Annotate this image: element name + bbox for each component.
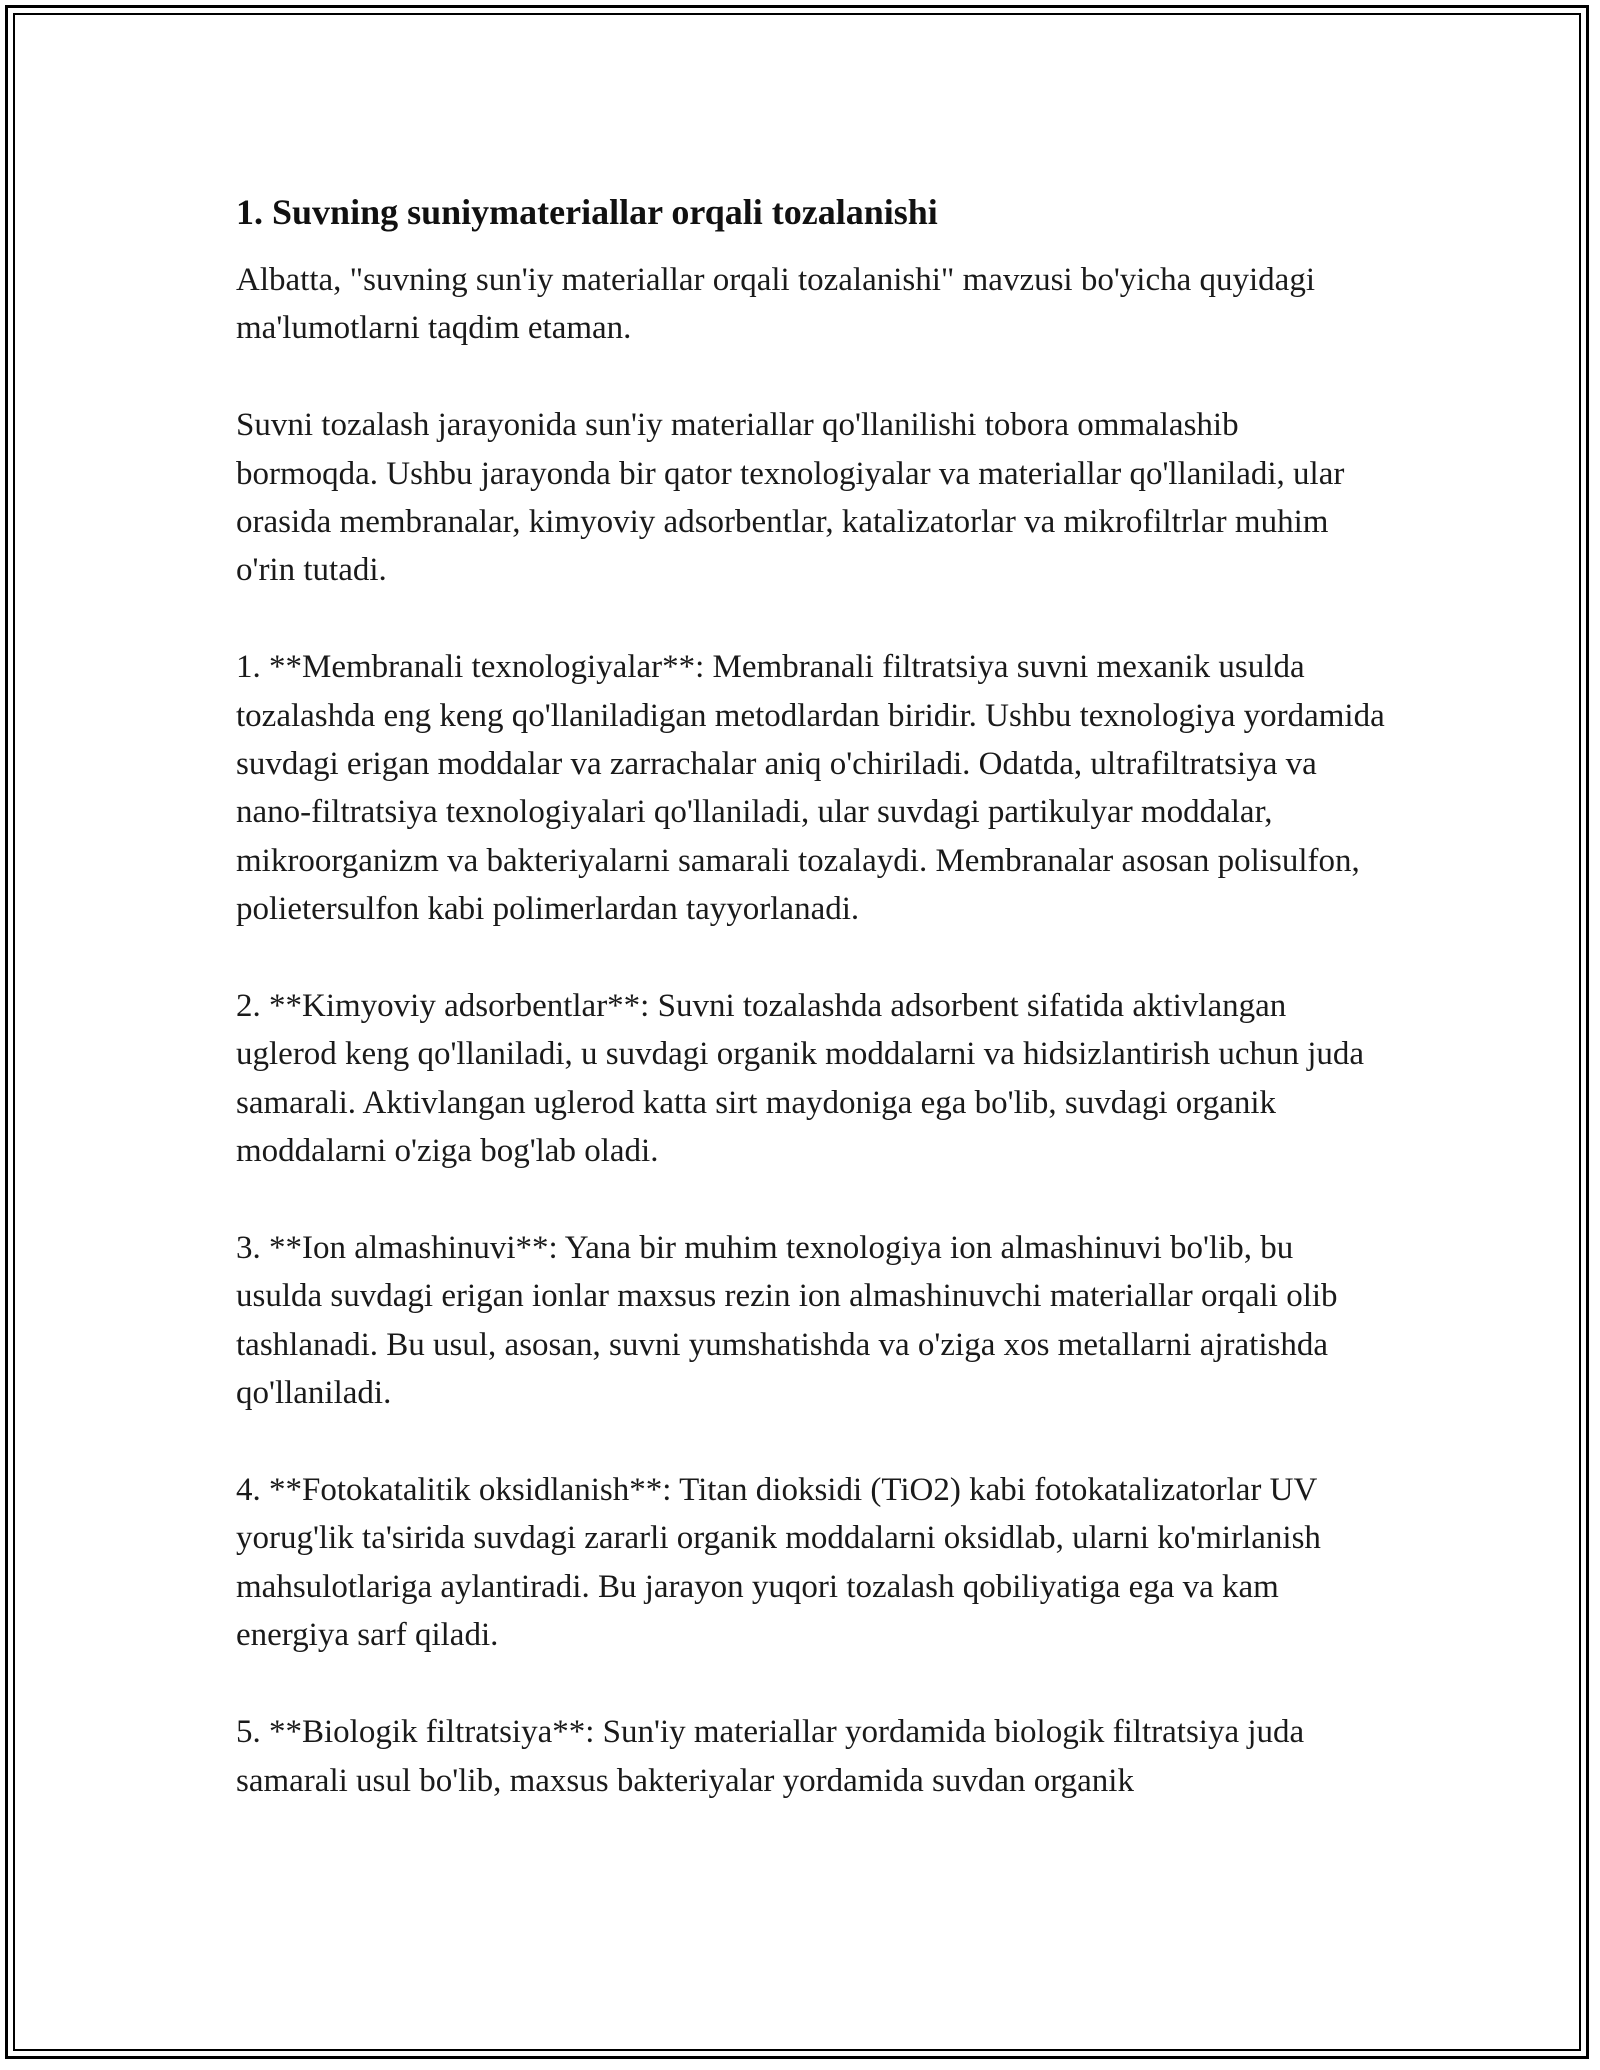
ion-exchange-paragraph: 3. **Ion almashinuvi**: Yana bir muhim texnologiya ion almashinuvi bo'lib, bu usulda suvdagi erigan ionlar maxsus rezin ion almashinuvchi materiallar orqali olib tashlanadi. Bu usul, asosan, suvni yumshatishda va o'ziga xos metallarni ajratishda qo'llaniladi. bbox=[236, 1230, 1338, 1412]
membrane-technologies-paragraph: 1. **Membranali texnologiyalar**: Membranali filtratsiya suvni mexanik usulda tozalashda eng keng qo'llaniladigan metodlardan biridir. Ushbu texnologiya yordamida suvdagi erigan moddalar va zarrachalar aniq o'chiriladi. Odatda, ultrafiltratsiya va nano-filtratsiya texnologiyalari qo'llaniladi, ular suvdagi partikulyar moddalar, mikroorganizm va bakteriyalarni samarali tozalaydi. Membranalar asosan polisulfon, polietersulfon kabi polimerlardan tayyorlanadi. bbox=[236, 649, 1385, 928]
document-title: 1. Suvning suniymateriallar orqali tozalanishi bbox=[236, 192, 938, 232]
chemical-adsorbents-paragraph: 2. **Kimyoviy adsorbentlar**: Suvni tozalashda adsorbent sifatida aktivlangan uglerod keng qo'llaniladi, u suvdagi organik moddalarni va hidsizlantirish uchun juda samarali. Aktivlangan uglerod katta sirt maydoniga ega bo'lib, suvdagi organik moddalarni o'ziga bog'lab oladi. bbox=[236, 988, 1365, 1170]
biological-filtration-paragraph: 5. **Biologik filtratsiya**: Sun'iy materiallar yordamida biologik filtratsiya juda samarali usul bo'lib, maxsus bakteriyalar yordamida suvdan organik bbox=[236, 1714, 1305, 1799]
overview-paragraph: Suvni tozalash jarayonida sun'iy materiallar qo'llanilishi tobora ommalashib bormoqda. Ushbu jarayonda bir qator texnologiyalar va materiallar qo'llaniladi, ular orasida membranalar, kimyoviy adsorbentlar, katalizatorlar va mikrofiltrlar muhim o'rin tutadi. bbox=[236, 407, 1345, 589]
intro-paragraph: Albatta, "suvning sun'iy materiallar orqali tozalanishi" mavzusi bo'yicha quyidagi ma'lumotlarni taqdim etaman. bbox=[236, 262, 1315, 347]
photocatalytic-oxidation-paragraph: 4. **Fotokatalitik oksidlanish**: Titan dioksidi (TiO2) kabi fotokatalizatorlar UV yorug'lik ta'sirida suvdagi zararli organik moddalarni oksidlab, ularni ko'mirlanish mahsulotlariga aylantiradi. Bu jarayon yuqori tozalash qobiliyatiga ega va kam energiya sarf qiladi. bbox=[236, 1472, 1321, 1654]
document-body bbox=[236, 188, 1386, 1853]
